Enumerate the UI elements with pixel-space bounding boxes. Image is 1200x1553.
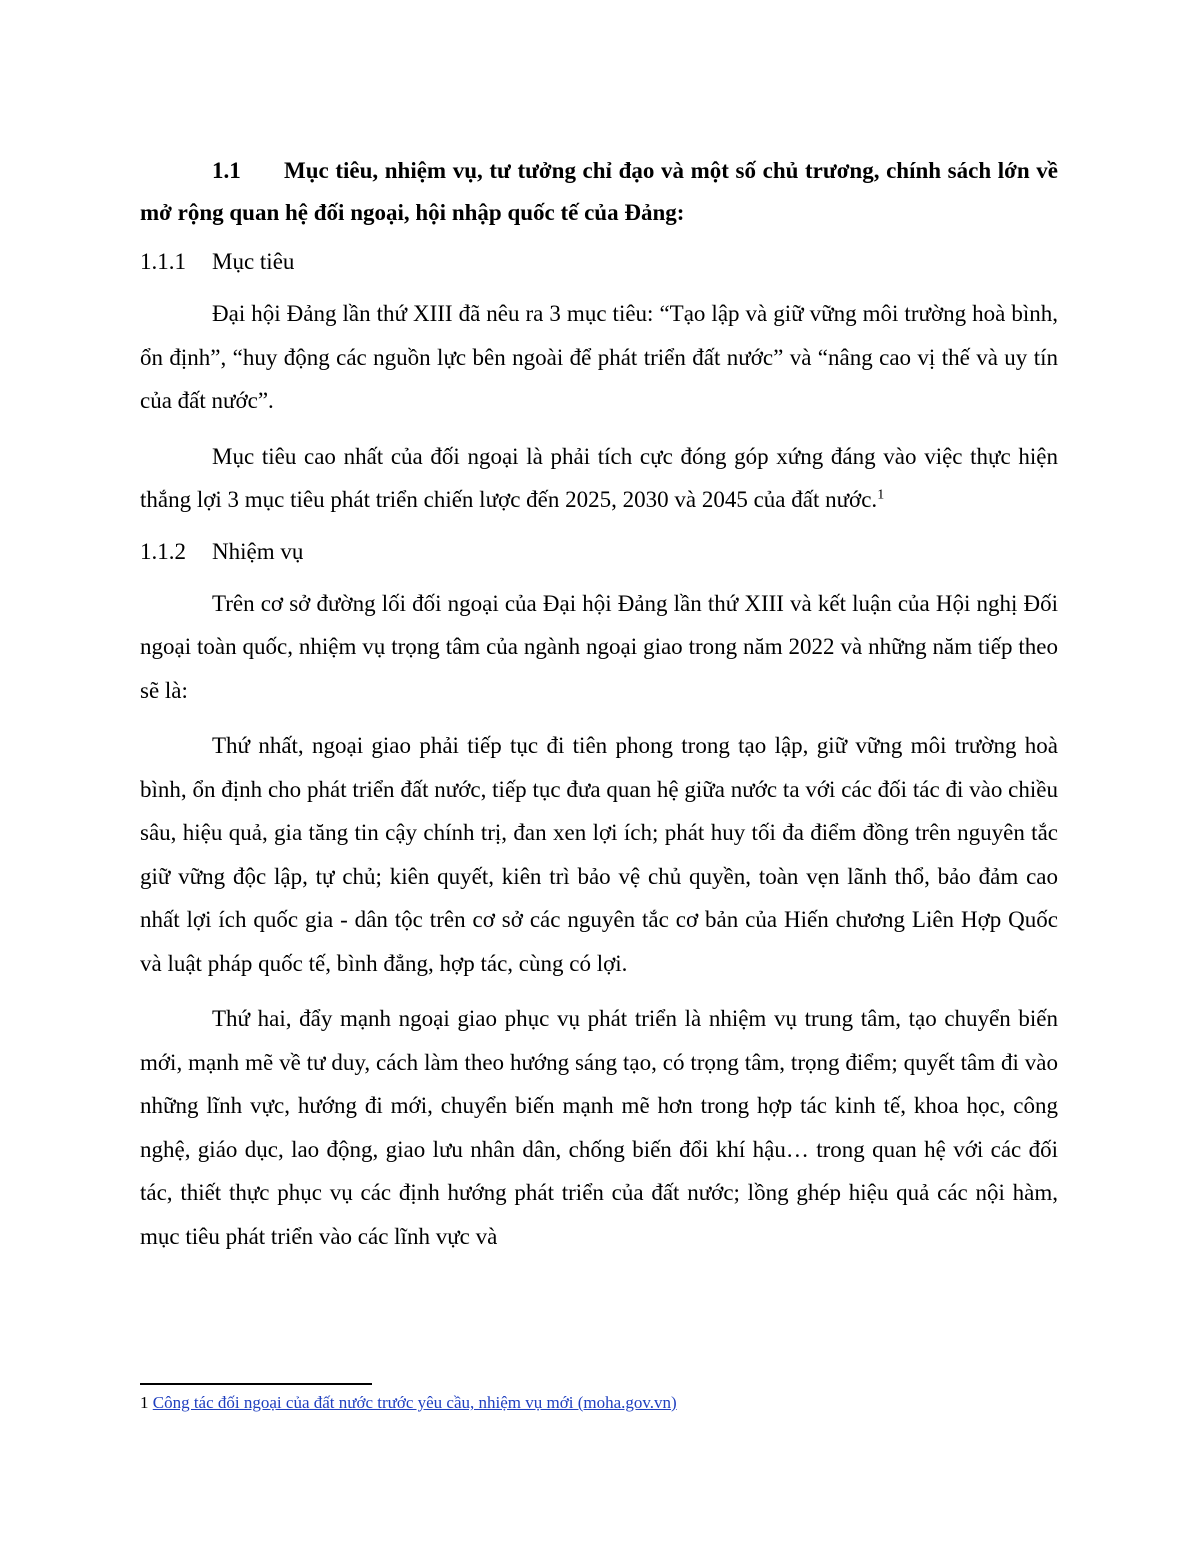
subsection-title: Nhiệm vụ [212,538,304,564]
paragraph: Thứ nhất, ngoại giao phải tiếp tục đi tiên phong trong tạo lập, giữ vững môi trường hoà bình, ổn định cho phát triển đất nước, tiếp tục đưa quan hệ giữa nước ta với các đối tác đi vào chiều sâu, hiệu quả, gia tăng tin cậy chính trị, đan xen lợi ích; phát huy tối đa điểm đồng trên nguyên tắc giữ vững độc lập, tự chủ; kiên quyết, kiên trì bảo vệ chủ quyền, toàn vẹn lãnh thổ, bảo đảm cao nhất lợi ích quốc gia - dân tộc trên cơ sở các nguyên tắc cơ bản của Hiến chương Liên Hợp Quốc và luật pháp quốc tế, bình đẳng, hợp tác, cùng có lợi. [140,733,1058,976]
subsection-number: 1.1.1 [140,249,186,274]
footnote-number: 1 [140,1393,149,1412]
section-heading-1-1 [140,150,1058,234]
footnote-link[interactable]: Công tác đối ngoại của đất nước trước yêu cầu, nhiệm vụ mới (moha.gov.vn) [152,1393,677,1412]
paragraph: Mục tiêu cao nhất của đối ngoại là phải tích cực đóng góp xứng đáng vào việc thực hiện thắng lợi 3 mục tiêu phát triển chiến lược đến 2025, 2030 và 2045 của đất nước.$^1$ [140,443,1058,512]
paragraph: Trên cơ sở đường lối đối ngoại của Đại hội Đảng lần thứ XIII và kết luận của Hội nghị Đối ngoại toàn quốc, nhiệm vụ trọng tâm của ngành ngoại giao trong năm 2022 và những năm tiếp theo sẽ là: [140,590,1058,703]
paragraph: Đại hội Đảng lần thứ XIII đã nêu ra 3 mục tiêu: “Tạo lập và giữ vững môi trường hoà bình, ổn định”, “huy động các nguồn lực bên ngoài để phát triển đất nước” và “nâng cao vị thế và uy tín của đất nước”. [140,301,1058,413]
document-body [140,150,1058,1270]
footnote-reference[interactable]: 1 [877,487,885,503]
footnote-separator [140,1383,372,1385]
subsection-number: 1.1.2 [140,538,186,564]
subsection-title: Mục tiêu [212,249,295,274]
section-title: Mục tiêu, nhiệm vụ, tư tưởng chỉ đạo và một số chủ trương, chính sách lớn về mở rộng quan hệ đối ngoại, hội nhập quốc tế của Đảng: [140,158,1058,225]
section-number: 1.1 [212,158,241,183]
footnote [140,1392,677,1414]
paragraph: Thứ hai, đẩy mạnh ngoại giao phục vụ phát triển là nhiệm vụ trung tâm, tạo chuyển biến mới, mạnh mẽ về tư duy, cách làm theo hướng sáng tạo, có trọng tâm, trọng điểm; quyết tâm đi vào những lĩnh vực, hướng đi mới, chuyển biến mạnh mẽ hơn trong hợp tác kinh tế, khoa học, công nghệ, giáo dục, lao động, giao lưu nhân dân, chống biến đổi khí hậu… trong quan hệ với các đối tác, thiết thực phục vụ các định hướng phát triển của đất nước; lồng ghép hiệu quả các nội hàm, mục tiêu phát triển vào các lĩnh vực và [140,1006,1058,1249]
subsection-heading-1-1-2 [140,534,1058,570]
subsection-heading-1-1-1 [140,244,1058,280]
